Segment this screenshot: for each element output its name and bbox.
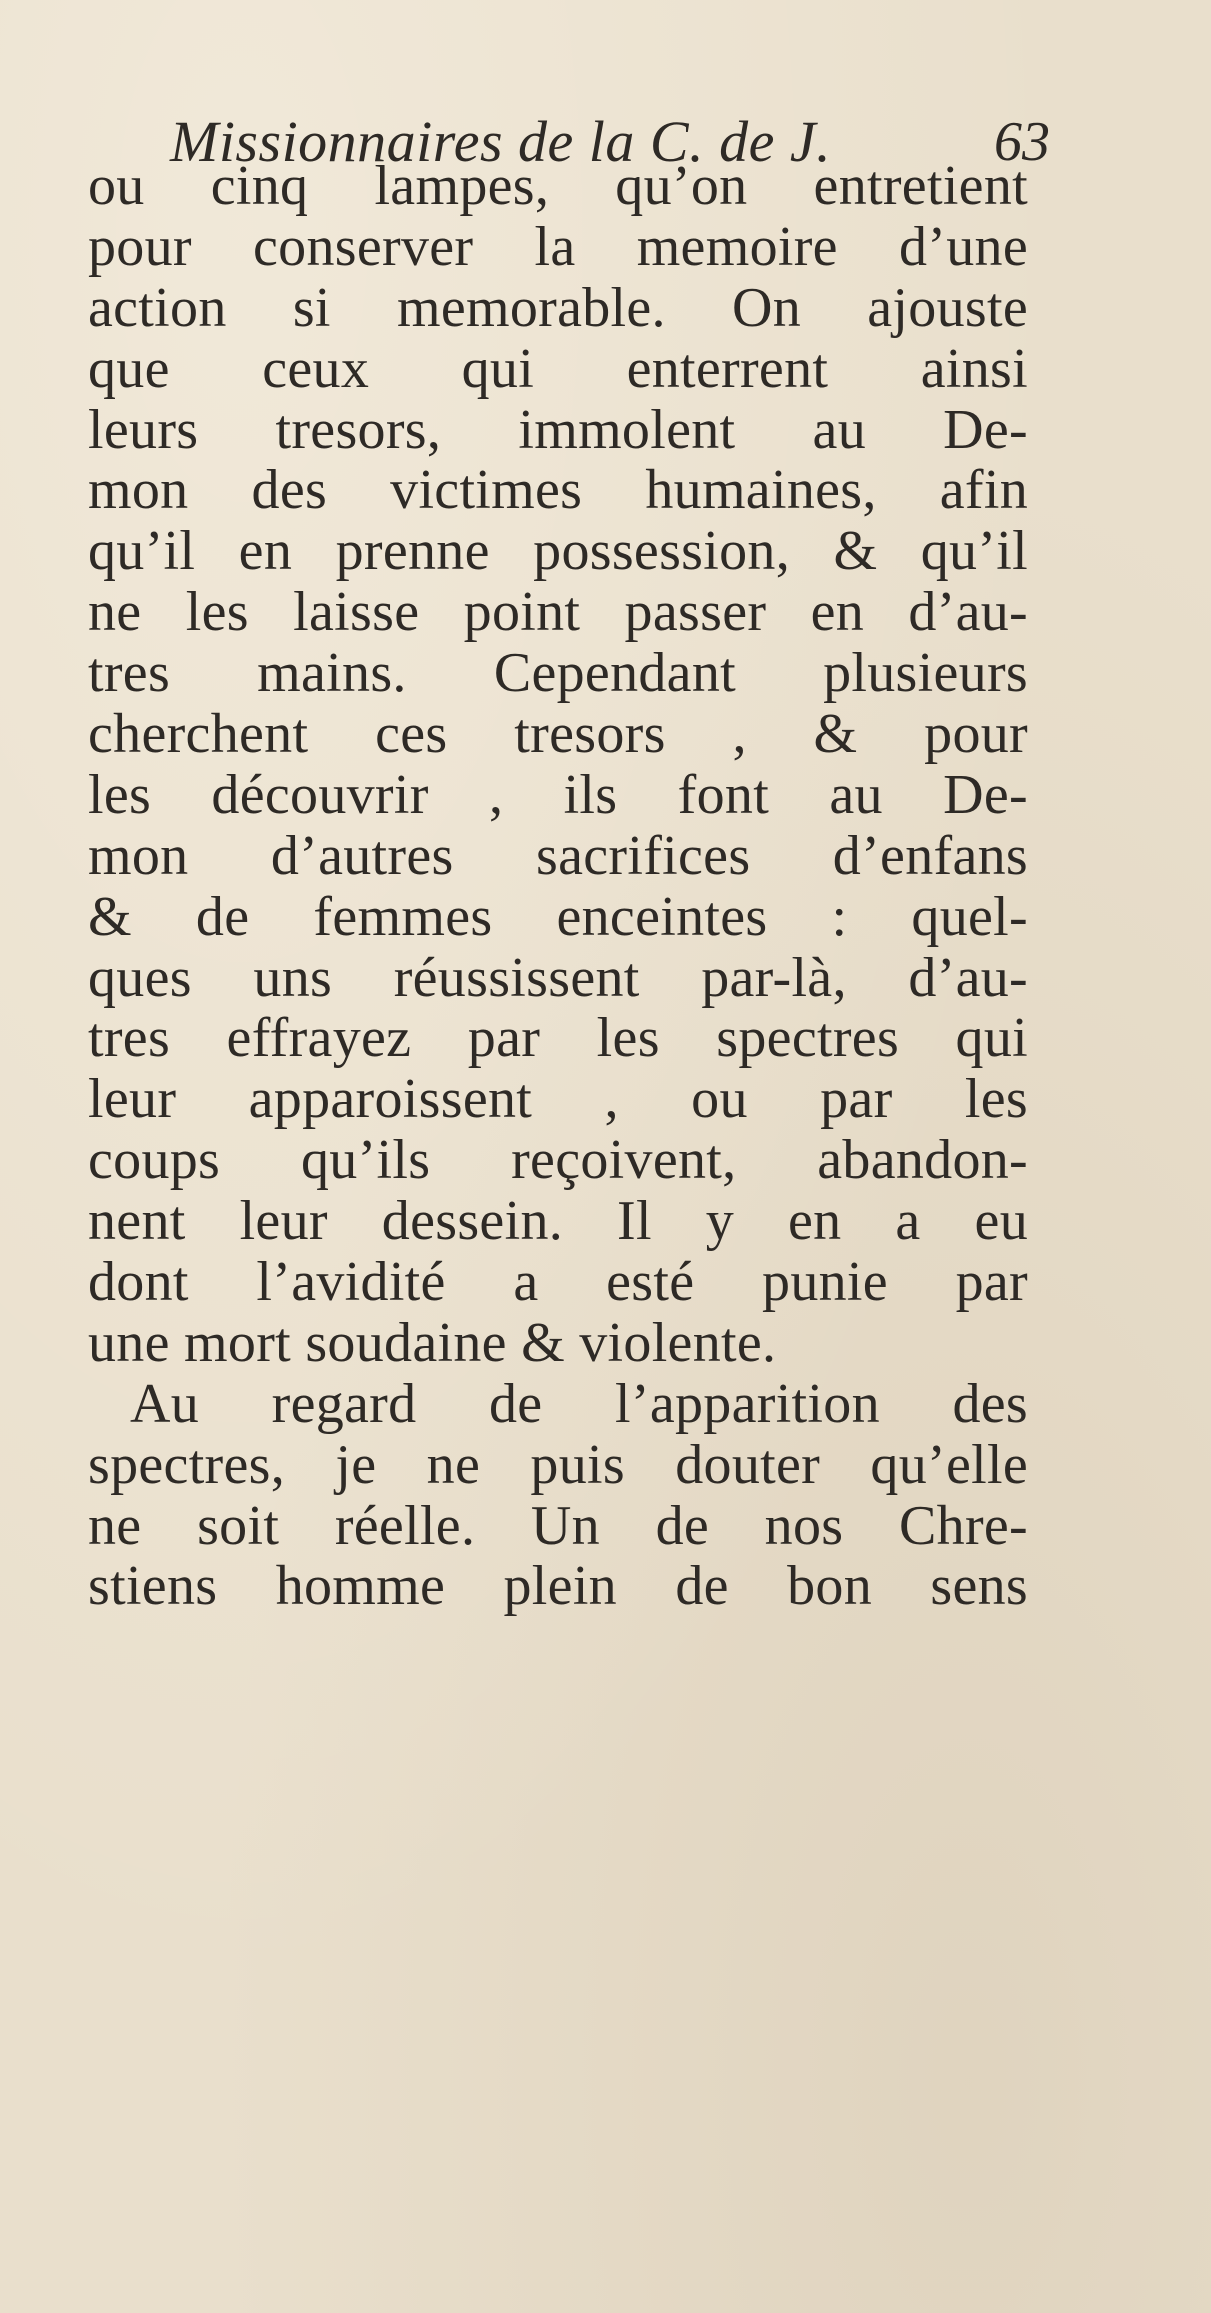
text-line: les découvrir , ils font au De-: [88, 763, 1028, 826]
text-line: coups qu’ils reçoivent, abandon-: [88, 1129, 1028, 1192]
text-line: ne les laisse point passer en d’au-: [88, 581, 1028, 644]
text-line: dont l’avidité a esté punie par: [88, 1251, 1028, 1314]
text-line: tres effrayez par les spectres qui: [88, 1007, 1028, 1070]
text-line: ques uns réussissent par-là, d’au-: [88, 946, 1028, 1009]
page-number: 63: [994, 111, 1050, 173]
text-line: spectres, je ne puis douter qu’elle: [88, 1433, 1028, 1496]
text-line: leurs tresors, immolent au De-: [88, 398, 1028, 461]
text-line: Au regard de l’apparition des: [130, 1372, 1028, 1435]
text-line: ou cinq lampes, qu’on entretient: [88, 155, 1028, 217]
text-line: mon d’autres sacrifices d’enfans: [88, 824, 1028, 887]
text-line: tres mains. Cependant plusieurs: [88, 642, 1028, 705]
text-line: qu’il en prenne possession, & qu’il: [88, 520, 1028, 583]
text-line: pour conserver la memoire d’une: [88, 215, 1028, 278]
text-line: mon des victimes humaines, afin: [88, 459, 1028, 522]
text-line: que ceux qui enterrent ainsi: [88, 337, 1028, 400]
text-line: cherchent ces tresors , & pour: [88, 703, 1028, 766]
running-title: Missionnaires de la C. de J.: [170, 109, 832, 174]
text-line: action si memorable. On ajouste: [88, 276, 1028, 339]
text-line: leur apparoissent , ou par les: [88, 1068, 1028, 1131]
body-text: [88, 156, 1028, 1617]
text-line: une mort soudaine & violente.: [88, 1311, 777, 1374]
text-line: ne soit réelle. Un de nos Chre-: [88, 1494, 1028, 1557]
text-line: nent leur dessein. Il y en a eu: [88, 1190, 1028, 1253]
text-line: stiens homme plein de bon sens: [88, 1555, 1028, 1618]
text-line: & de femmes enceintes : quel-: [88, 885, 1028, 948]
